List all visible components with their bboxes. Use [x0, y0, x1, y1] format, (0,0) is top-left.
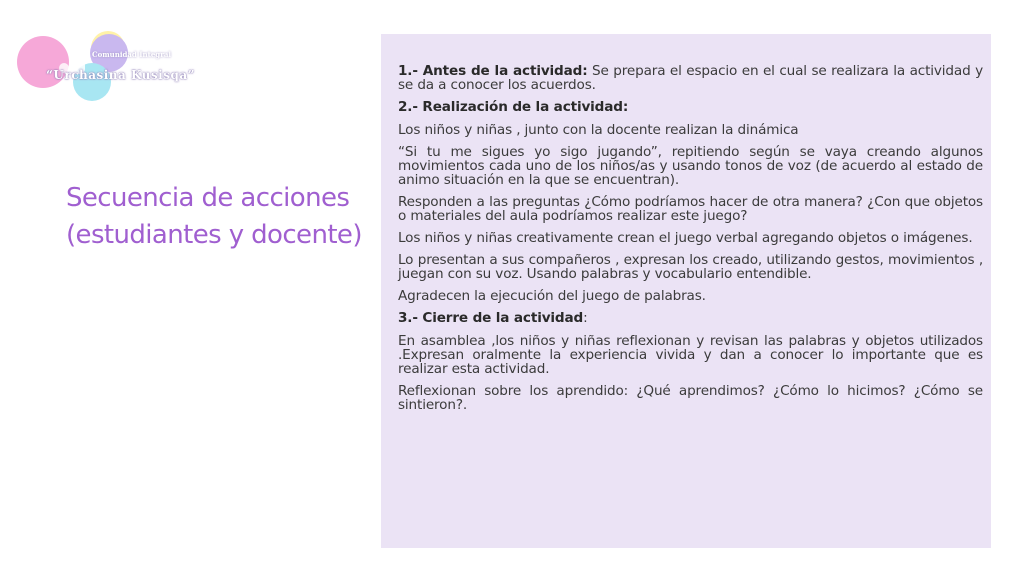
paragraph-dynamic: Los niños y niñas , junto con la docente realizan la dinámica: [398, 122, 799, 138]
before-activity-label: 1.- Antes de la actividad:: [398, 63, 588, 79]
logo-name-text: “Urchasina Kusisqa”: [46, 68, 196, 82]
closing-activity-colon: :: [583, 310, 588, 326]
paragraph-reflection: Reflexionan sobre los aprendido: ¿Qué aprendimos? ¿Cómo lo hicimos? ¿Cómo se sintieron?.: [398, 383, 983, 413]
paragraph-presentation: Lo presentan a sus compañeros , expresan los creado, utilizando gestos, movimientos , juegan con su voz. Usando palabras y vocabulario entendible.: [398, 252, 983, 282]
content-panel: [381, 34, 991, 548]
before-activity-text: Se prepara el espacio en el cual se realizara la actividad y se da a conocer los acuerdos.: [398, 63, 983, 93]
logo-top-text: Comunidad Integral: [92, 50, 172, 59]
paragraph-questions: Responden a las preguntas ¿Cómo podríamos hacer de otra manera? ¿Con que objetos o materiales del aula podríamos realizar este juego?: [398, 194, 983, 224]
logo-child-head-icon: [71, 37, 85, 51]
during-activity-heading: [398, 100, 983, 114]
school-logo: [16, 28, 196, 102]
logo-circles-graphic: [16, 28, 196, 102]
closing-activity-label: 3.- Cierre de la actividad: [398, 310, 584, 326]
before-activity-paragraph: [398, 64, 983, 92]
paragraph-creation: Los niños y niñas creativamente crean el juego verbal agregando objetos o imágenes.: [398, 230, 973, 246]
paragraph-assembly: En asamblea ,los niños y niñas reflexionan y revisan las palabras y objetos utilizados .Expresan oralmente la experiencia vivida y dan a conocer lo importante que es realizar esta actividad.: [398, 333, 983, 377]
during-activity-label: 2.- Realización de la actividad:: [398, 99, 629, 115]
paragraph-game: “Si tu me sigues yo sigo jugando”, repitiendo según se vaya creando algunos movimientos cada uno de los niños/as y usando tonos de voz (de acuerdo al estado de animo situación en la que se encuentran).: [398, 144, 983, 188]
closing-activity-heading: [398, 311, 983, 325]
slide-title: [66, 180, 366, 254]
paragraph-thanks: Agradecen la ejecución del juego de palabras.: [398, 288, 706, 304]
slide-title-line-1: Secuencia de acciones: [66, 183, 350, 213]
slide-title-line-2: (estudiantes y docente): [66, 220, 362, 250]
